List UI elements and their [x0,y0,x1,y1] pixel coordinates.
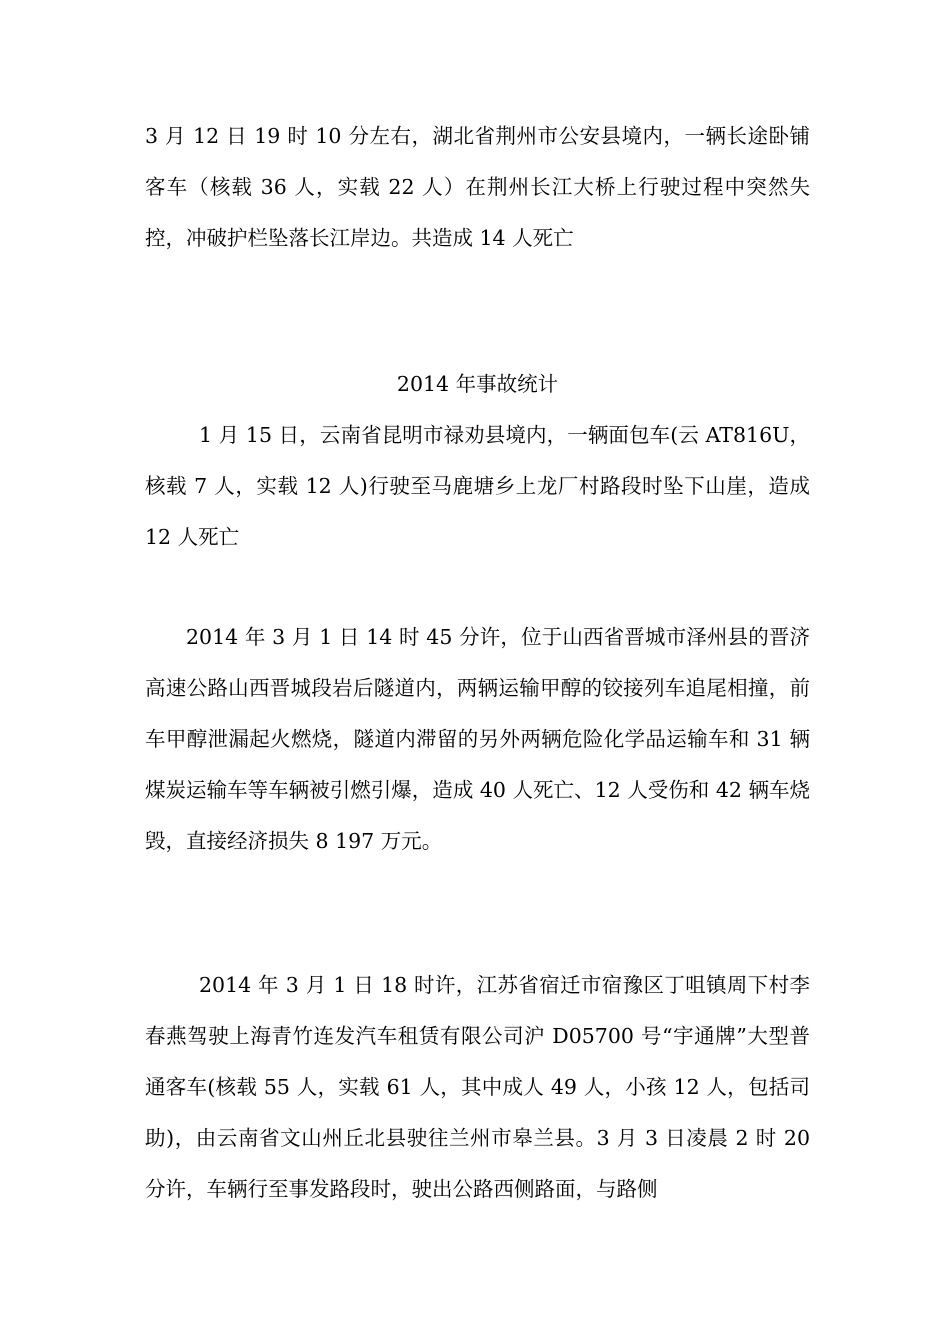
paragraph-hubei-bus-accident: 3 月 12 日 19 时 10 分左右，湖北省荆州市公安县境内，一辆长途卧铺客车（核载 36 人，实载 22 人）在荆州长江大桥上行驶过程中突然失控，冲破护栏坠落长江岸边。共造成 14 人死亡 [145,124,810,250]
paragraph-jiangsu-bus-accident: 2014 年 3 月 1 日 18 时许，江苏省宿迁市宿豫区丁咀镇周下村李春燕驾驶上海青竹连发汽车租赁有限公司沪 D05700 号“宇通牌”大型普通客车(核载 55 人，实载 61 人，其中成人 49 人，小孩 12 人，包括司助)，由云南省文山州丘北县驶往兰州市皋兰县。3 月 3 日凌晨 2 时 20 分许，车辆行至事发路段时，驶出公路西侧路面，与路侧 [145,973,810,1201]
paragraph-yunnan-van-accident: 1 月 15 日，云南省昆明市禄劝县境内，一辆面包车(云 AT816U，核载 7 人，实载 12 人)行驶至马鹿塘乡上龙厂村路段时坠下山崖，造成 12 人死亡 [145,423,810,549]
section-heading: 2014 年事故统计 [396,372,559,396]
paragraph-shanxi-tunnel-accident: 2014 年 3 月 1 日 14 时 45 分许，位于山西省晋城市泽州县的晋济高速公路山西晋城段岩后隧道内，两辆运输甲醇的铰接列车追尾相撞，前车甲醇泄漏起火燃烧，隧道内滞留的另外两辆危险化学品运输车和 31 辆煤炭运输车等车辆被引燃引爆，造成 40 人死亡、12 人受伤和 42 辆车烧毁，直接经济损失 8 197 万元。 [145,625,810,853]
